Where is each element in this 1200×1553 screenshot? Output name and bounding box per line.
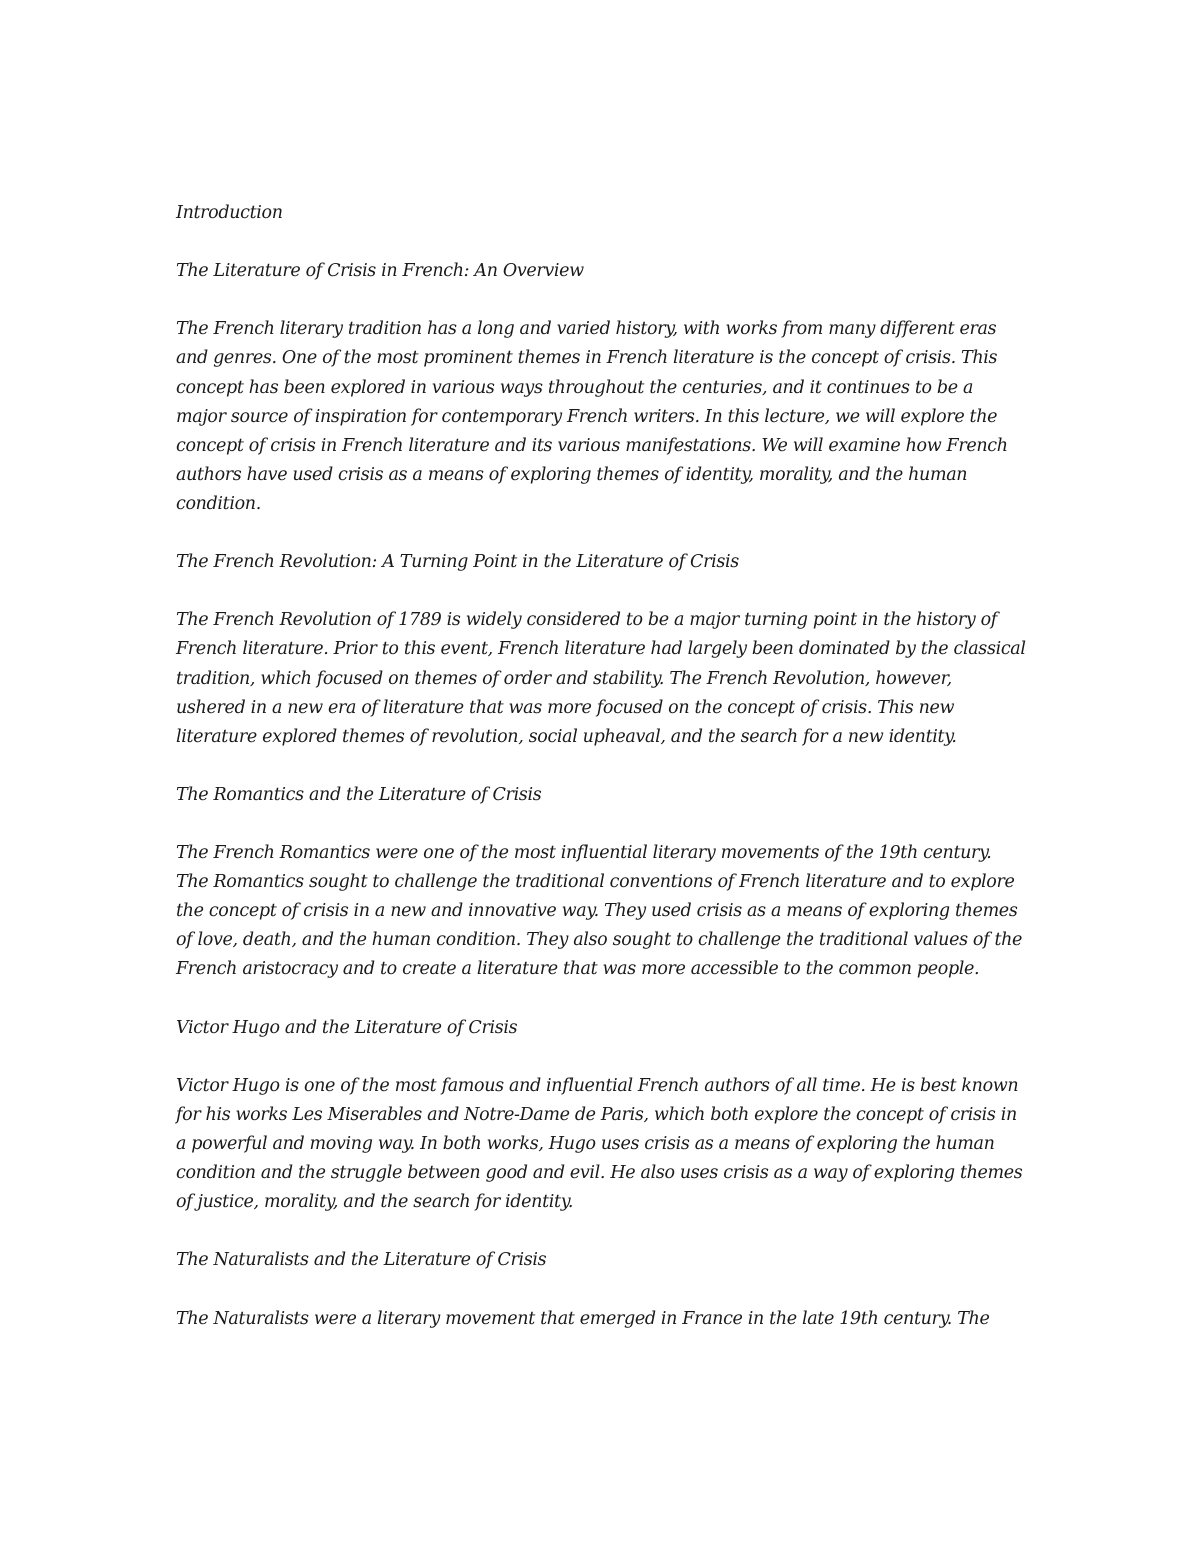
section-heading-victor-hugo: Victor Hugo and the Literature of Crisis [176,1017,518,1038]
paragraph-victor-hugo: Victor Hugo is one of the most famous and influential French authors of all time. He is best known for his works Les Miserables and Notre-Dame de Paris, which both explore the concept of crisis in a powerful and moving way. In both works, Hugo uses crisis as a means of exploring the human condition and the struggle between good and evil. He also uses crisis as a way of exploring themes of justice, morality, and the search for identity. [176,1075,1023,1213]
paragraph-overview: The French literary tradition has a long and varied history, with works from many different eras and genres. One of the most prominent themes in French literature is the concept of crisis. This concept has been explored in various ways throughout the centuries, and it continues to be a major source of inspiration for contemporary French writers. In this lecture, we will explore the concept of crisis in French literature and its various manifestations. We will examine how French authors have used crisis as a means of exploring themes of identity, morality, and the human condition. [176,319,1008,514]
paragraph-naturalists: The Naturalists were a literary movement that emerged in France in the late 19th century. The [176,1308,990,1329]
section-heading-french-revolution: The French Revolution: A Turning Point in the Literature of Crisis [176,552,739,573]
paragraph-french-revolution: The French Revolution of 1789 is widely considered to be a major turning point in the history of French literature. Prior to this event, French literature had largely been dominated by the classical tradition, which focused on themes of order and stability. The French Revolution, however, ushered in a new era of literature that was more focused on the concept of crisis. This new literature explored themes of revolution, social upheaval, and the search for a new identity. [176,610,1026,747]
section-heading-naturalists: The Naturalists and the Literature of Crisis [176,1250,547,1271]
document-body [176,199,1026,1363]
section-heading-romantics: The Romantics and the Literature of Crisis [176,784,542,805]
paragraph-romantics: The French Romantics were one of the most influential literary movements of the 19th century. The Romantics sought to challenge the traditional conventions of French literature and to explore the concept of crisis in a new and innovative way. They used crisis as a means of exploring themes of love, death, and the human condition. They also sought to challenge the traditional values of the French aristocracy and to create a literature that was more accessible to the common people. [176,843,1023,980]
section-heading-introduction: Introduction [176,203,283,223]
section-heading-overview: The Literature of Crisis in French: An Overview [176,261,584,282]
